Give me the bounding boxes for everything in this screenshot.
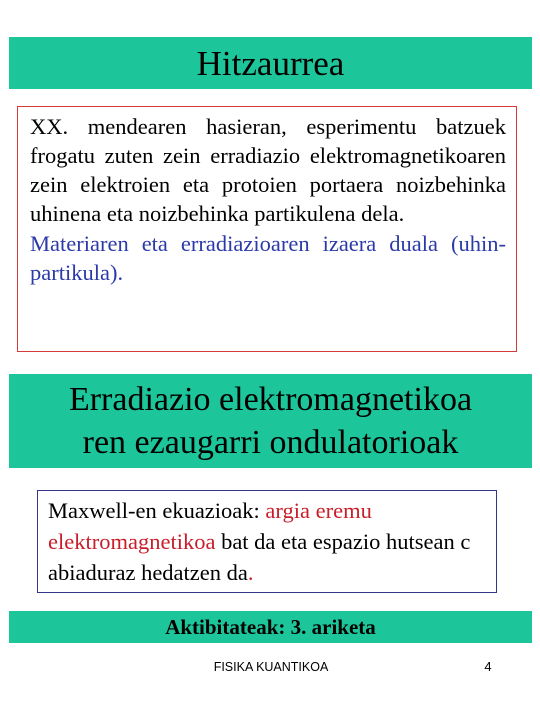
maxwell-highlight-2: espazio hutsean c abiaduraz hedatzen da (48, 529, 471, 585)
title-banner (9, 37, 532, 89)
section-heading-banner (9, 374, 532, 468)
maxwell-mid: bat da eta (215, 529, 313, 554)
duality-paragraph: Materiaren eta erradiazioaren izaera duala (uhin-partikula). (30, 231, 506, 285)
intro-box (17, 106, 517, 352)
maxwell-highlight-1: argia eremu elektromagnetikoa (48, 498, 372, 554)
page-number: 4 (484, 659, 492, 674)
maxwell-box (37, 490, 497, 593)
activity-banner (9, 611, 532, 643)
section-heading-line-2: ren ezaugarri ondulatorioak (82, 424, 459, 461)
maxwell-end: . (247, 560, 254, 585)
page-title: Hitzaurrea (196, 43, 345, 83)
maxwell-lead: Maxwell-en ekuazioak: (48, 498, 266, 523)
activity-label: Aktibitateak: 3. ariketa (165, 614, 376, 639)
footer-label: FISIKA KUANTIKOA (213, 660, 329, 674)
maxwell-paragraph (48, 495, 488, 588)
intro-paragraph: XX. mendearen hasieran, esperimentu batzuek frogatu zuten zein erradiazio elektromagnetikoaren zein elektroien eta protoien portaera noizbehinka uhinena eta noizbehinka partikulena dela. (30, 114, 506, 226)
section-heading-line-1: Erradiazio elektromagnetikoa (68, 381, 473, 418)
